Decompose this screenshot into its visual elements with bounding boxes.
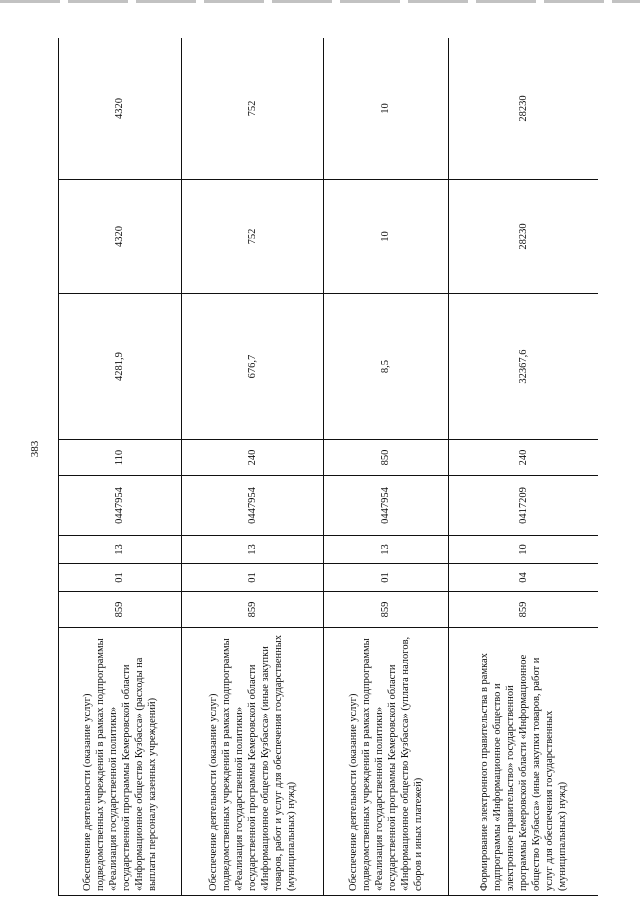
ministry-code: 859: [59, 592, 182, 628]
table-row: [324, 38, 449, 896]
amount-3: 28230: [449, 38, 599, 180]
expense-type-code: 850: [324, 440, 449, 476]
section-code: 01: [182, 564, 324, 592]
ministry-code: 859: [182, 592, 324, 628]
page-number: [25, 434, 45, 464]
ministry-code: 859: [449, 592, 599, 628]
table-row: [59, 38, 182, 896]
amount-2: 752: [182, 180, 324, 294]
table-row: [449, 38, 599, 896]
rotation-wrapper: [58, 38, 598, 896]
page-number-text: 383: [29, 440, 41, 458]
section-code: 01: [59, 564, 182, 592]
scan-top-border: [0, 0, 640, 3]
rotated-table-area: [58, 38, 598, 896]
subsection-code: 13: [182, 536, 324, 564]
target-article-code: 0447954: [324, 476, 449, 536]
section-code: 01: [324, 564, 449, 592]
amount-1: 4281,9: [59, 294, 182, 440]
target-article-code: 0447954: [59, 476, 182, 536]
section-code: 04: [449, 564, 599, 592]
amount-1: 8,5: [324, 294, 449, 440]
amount-2: 10: [324, 180, 449, 294]
amount-3: 752: [182, 38, 324, 180]
subsection-code: 10: [449, 536, 599, 564]
subsection-code: 13: [324, 536, 449, 564]
row-description: Обеспечение деятельности (оказание услуг) подведомственных учреждений в рамках подпрограммы «Реализация государственной политики» государственной программы Кемеровской области «Информационное общество Кузбасса» (уплата налогов, сборов и иных платежей): [324, 628, 449, 896]
amount-3: 10: [324, 38, 449, 180]
row-description: Формирование электронного правительства в рамках подпрограммы «Информационное общество и электронное правительство» государственной программы Кемеровской области «Информационное общество Кузбасса» (иные закупки товаров, работ и услуг для обеспечения государственных (муниципальных) нужд): [449, 628, 599, 896]
expense-type-code: 240: [182, 440, 324, 476]
amount-1: 32367,6: [449, 294, 599, 440]
expense-type-code: 240: [449, 440, 599, 476]
amount-2: 4320: [59, 180, 182, 294]
amount-1: 676,7: [182, 294, 324, 440]
target-article-code: 0417209: [449, 476, 599, 536]
ministry-code: 859: [324, 592, 449, 628]
row-description: Обеспечение деятельности (оказание услуг) подведомственных учреждений в рамках подпрограммы «Реализация государственной политики» государственной программы Кемеровской области «Информационное общество Кузбасса» (расходы на выплаты персоналу казенных учреждений): [59, 628, 182, 896]
subsection-code: 13: [59, 536, 182, 564]
amount-2: 28230: [449, 180, 599, 294]
expense-type-code: 110: [59, 440, 182, 476]
target-article-code: 0447954: [182, 476, 324, 536]
table-row: [182, 38, 324, 896]
budget-table: [58, 38, 598, 896]
amount-3: 4320: [59, 38, 182, 180]
row-description: Обеспечение деятельности (оказание услуг) подведомственных учреждений в рамках подпрограммы «Реализация государственной политики» государственной программы Кемеровской области «Информационное общество Кузбасса» (иные закупки товаров, работ и услуг для обеспечения государственных (муниципальных) нужд): [182, 628, 324, 896]
